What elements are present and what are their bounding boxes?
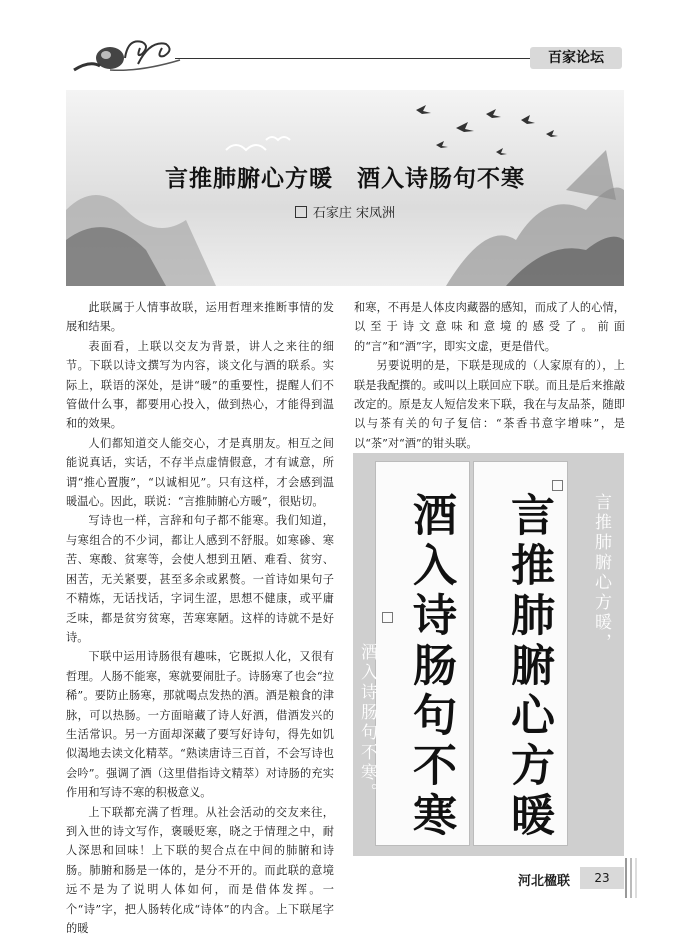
paragraph: 人们都知道交人能交心，才是真朋友。相互之间能说真话，实话，不存半点虚情假意，才有诚意，所谓“推心置腹”，“以诚相见”。只有这样，才会感到温暖温心。因此，联说：“言推肺腑心方暖”，很贴切。 (66, 436, 334, 509)
author-name: 石家庄 宋凤洲 (312, 206, 396, 221)
paragraph: 表面看，上联以交友为背景，讲人之来往的细节。下联以诗文撰写为内容，谈文化与酒的联系。实际上，联语的深处，是讲“暖”的重要性，提醒人们不管做什么事，都要用心投入，做到热心，才能得到温和的效果。 (66, 339, 334, 431)
right-column (354, 298, 625, 453)
article-title: 言推肺腑心方暖 酒入诗肠句不寒 (165, 165, 525, 192)
calligraphy-image (353, 453, 624, 856)
left-column (66, 298, 334, 938)
title-banner (66, 90, 624, 286)
stripes-decoration (624, 858, 638, 898)
right-scroll (473, 461, 568, 846)
journal-name: 河北楹联 (518, 874, 571, 889)
page-number: 23 (580, 867, 624, 889)
header-rule (175, 58, 530, 59)
right-scroll-text: 言推肺腑心方暖 (503, 492, 554, 842)
left-caption: 酒入诗肠句不寒。 (357, 643, 377, 803)
signature-seal-icon (382, 612, 393, 623)
paragraph: 此联属于人情事故联，运用哲理来推断事情的发展和结果。 (66, 301, 334, 334)
paragraph: 和寒，不再是人体皮肉藏器的感知，而成了人的心情，以至于诗文意味和意境的感受了。前面的“言”和“酒”字，即实文虚，更是借代。 (354, 301, 625, 353)
right-caption: 言推肺腑心方暖， (591, 493, 611, 653)
byline (66, 202, 624, 221)
left-scroll (375, 461, 470, 846)
section-tag: 百家论坛 (530, 47, 622, 69)
swirl-logo-icon (70, 30, 190, 76)
byline-box-icon (295, 206, 307, 218)
paragraph: 上下联都充满了哲理。从社会活动的交友来往，到入世的诗文写作，褒暖贬寒，晓之于情理之中，耐人深思和回味！上下联的契合点在中间的肺腑和诗肠。肺腑和肠是一体的，是分不开的。而此联的意境远不是为了说明人体如何，而是借体发挥。一个“诗”字，把人肠转化成“诗体”的内含。上下联尾字的暖 (66, 805, 334, 935)
paragraph: 另要说明的是，下联是现成的（人家原有的），上联是我配撰的。或叫以上联回应下联。而且是后来推敲改定的。原是友人短信发来下联，我在与友品茶，随即以与茶有关的句子复信：“茶香书意字增味”，是以“茶”对“酒”的钳头联。 (354, 359, 625, 450)
seal-icon (552, 480, 563, 491)
left-scroll-text: 酒入诗肠句不寒 (405, 492, 456, 842)
paragraph: 下联中运用诗肠很有趣味，它既拟人化，又很有哲理。人肠不能寒，寒就要闹肚子。诗肠寒了也会“拉稀”。要防止肠寒，那就喝点发热的酒。酒是粮食的津脉，可以热肠。一方面暗藏了诗人好酒，借酒发兴的生活常识。另一方面却深藏了要写好诗句，得先如饥似渴地去读文化精萃。“熟读唐诗三百首，不会写诗也会吟”。强调了酒（这里借指诗文精萃）对诗肠的充实作用和写诗不寒的积极意义。 (66, 650, 334, 800)
paragraph: 写诗也一样，言辞和句子都不能寒。我们知道，与寒组合的不少词，都让人感到不舒服。如寒碜、寒苦、寒酸、贫寒等，会使人想到丑陋、难看、贫穷、困苦，无关紧要，甚至多余或累赘。一首诗如果句子不精炼，无话找话，字词生涩，思想不健康，或平庸乏味，都是贫穷贫寒，苦寒寒陋。这样的诗就不是好诗。 (66, 514, 334, 644)
